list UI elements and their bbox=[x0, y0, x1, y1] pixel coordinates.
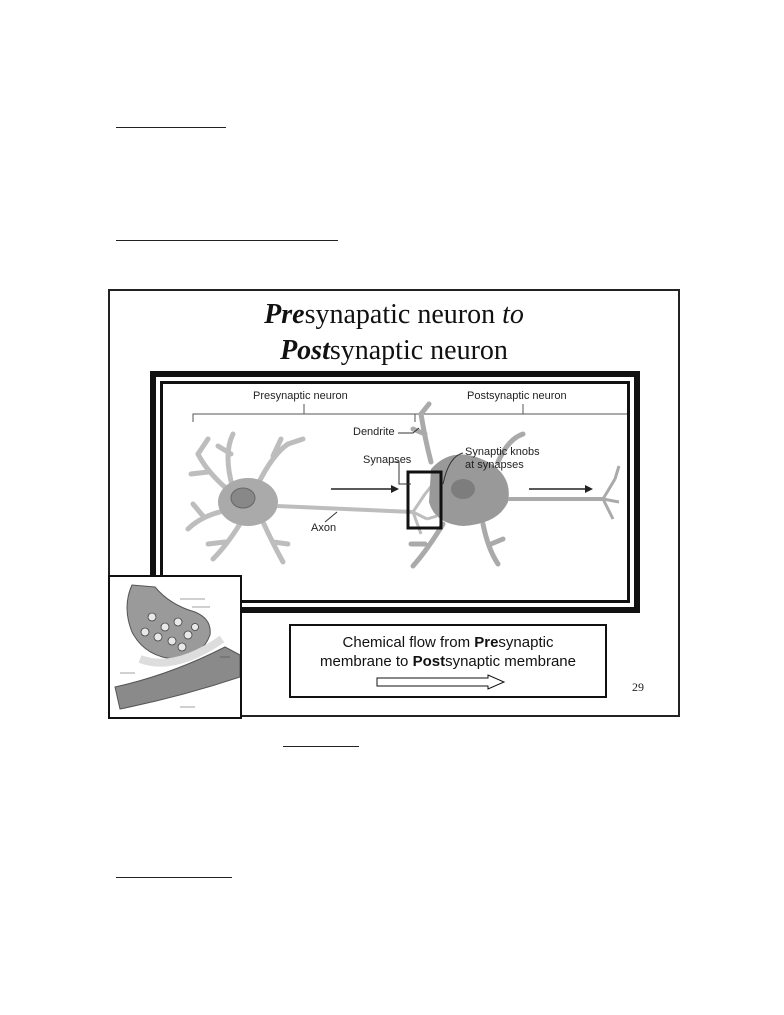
slide-page-number: 29 bbox=[632, 680, 644, 694]
chemical-flow-text bbox=[291, 633, 605, 671]
neuron-diagram bbox=[160, 381, 630, 603]
label-axon: Axon bbox=[311, 522, 337, 534]
axon-leader bbox=[325, 512, 337, 522]
presynaptic-terminal bbox=[127, 585, 210, 659]
blank-line-4 bbox=[116, 877, 232, 878]
synapse-illustration bbox=[110, 577, 240, 717]
postsynaptic-nucleus bbox=[451, 479, 475, 499]
blank-line-3 bbox=[283, 746, 359, 747]
title-line2-rest: synaptic neuron bbox=[329, 335, 508, 366]
chem-part3: membrane to bbox=[320, 653, 413, 670]
label-synaptic-knobs-line1: Synaptic knobs bbox=[465, 446, 540, 458]
postsynaptic-bracket bbox=[415, 404, 630, 422]
label-synapses: Synapses bbox=[363, 454, 412, 466]
title-post: Post bbox=[280, 335, 330, 366]
label-presynaptic-neuron: Presynaptic neuron bbox=[253, 390, 348, 402]
chem-part2: synaptic bbox=[498, 634, 554, 651]
synapse-inset-diagram bbox=[108, 575, 242, 719]
label-synaptic-knobs bbox=[465, 446, 540, 472]
chem-part1: Chemical flow from bbox=[342, 634, 475, 651]
title-pre: Pre bbox=[264, 299, 305, 330]
label-dendrite: Dendrite bbox=[353, 426, 395, 438]
blank-line-1 bbox=[116, 127, 226, 128]
presynaptic-nucleus bbox=[231, 488, 255, 508]
slide-title bbox=[110, 297, 678, 369]
label-postsynaptic-neuron: Postsynaptic neuron bbox=[467, 390, 567, 402]
title-line1-rest: synapatic neuron bbox=[304, 299, 503, 330]
presynaptic-bracket bbox=[193, 404, 415, 422]
lecture-slide bbox=[108, 289, 680, 717]
chem-part4: synaptic membrane bbox=[445, 653, 576, 670]
outline-arrow-icon bbox=[376, 674, 506, 690]
label-synaptic-knobs-line2: at synapses bbox=[465, 459, 524, 471]
neuron-illustration bbox=[163, 384, 630, 603]
blank-line-2 bbox=[116, 240, 338, 241]
axon bbox=[277, 506, 413, 512]
title-to: to bbox=[502, 299, 524, 330]
chem-pre: Pre bbox=[474, 634, 499, 651]
chemical-flow-box bbox=[289, 624, 607, 698]
chem-post: Post bbox=[412, 653, 446, 670]
